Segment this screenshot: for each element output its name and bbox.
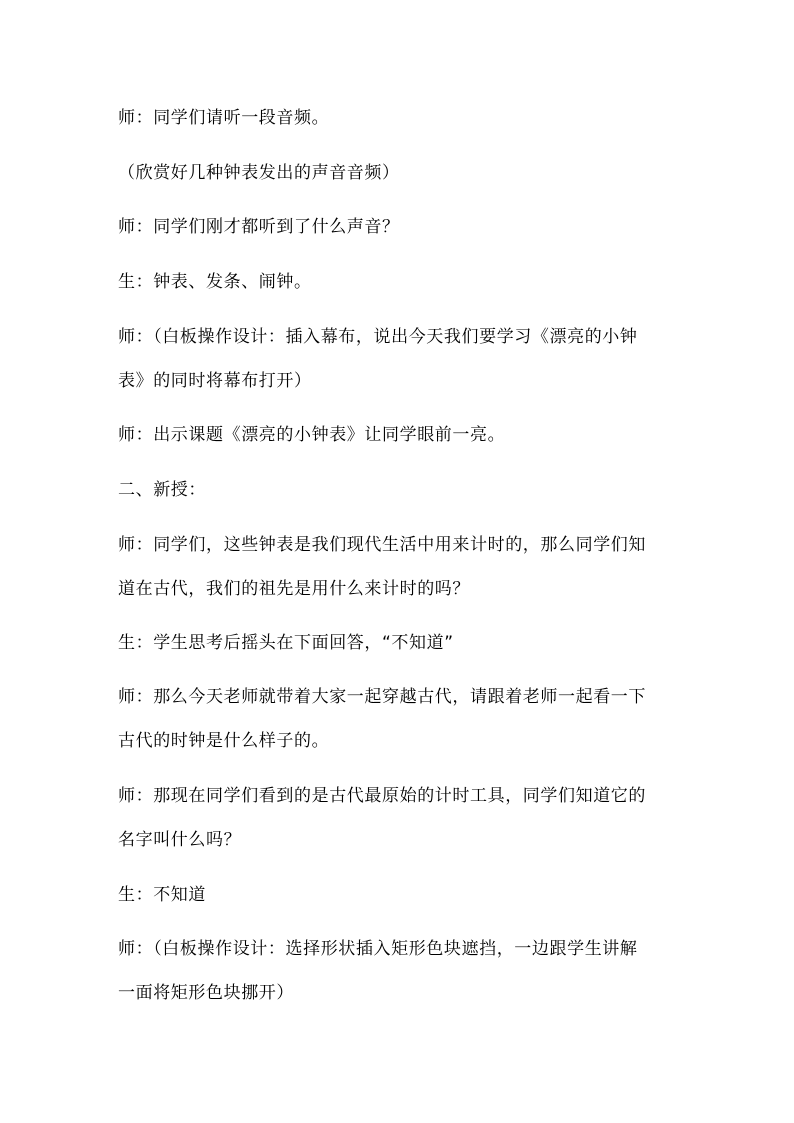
text-line: 师：同学们刚才都听到了什么声音？ [118, 217, 400, 237]
text-line: 古代的时钟是什么样子的。 [118, 731, 330, 751]
text-line: 表》的同时将幕布打开） [118, 371, 312, 391]
text-line: （欣赏好几种钟表发出的声音音频） [118, 163, 400, 183]
text-line: 师：那么今天老师就带着大家一起穿越古代，请跟着老师一起看一下 [118, 687, 646, 707]
text-line: 师：（白板操作设计：选择形状插入矩形色块遮挡，一边跟学生讲解 [118, 939, 638, 959]
text-line: 师：（白板操作设计：插入幕布，说出今天我们要学习《漂亮的小钟 [118, 327, 638, 347]
text-line: 道在古代，我们的祖先是用什么来计时的吗？ [118, 579, 470, 599]
text-line: 名字叫什么吗？ [118, 830, 242, 850]
text-line: 生：不知道 [118, 885, 206, 905]
text-line: 生：学生思考后摇头在下面回答，“不知道” [118, 633, 454, 653]
text-line: 生：钟表、发条、闹钟。 [118, 272, 312, 292]
text-line: 师：出示课题《漂亮的小钟表》让同学眼前一亮。 [118, 425, 506, 445]
section-heading: 二、新授： [118, 480, 206, 500]
text-line: 师：同学们，这些钟表是我们现代生活中用来计时的，那么同学们知 [118, 535, 646, 555]
text-line: 师：同学们请听一段音频。 [118, 108, 330, 128]
text-line: 师：那现在同学们看到的是古代最原始的计时工具，同学们知道它的 [118, 786, 646, 806]
text-line: 一面将矩形色块挪开） [118, 983, 294, 1003]
